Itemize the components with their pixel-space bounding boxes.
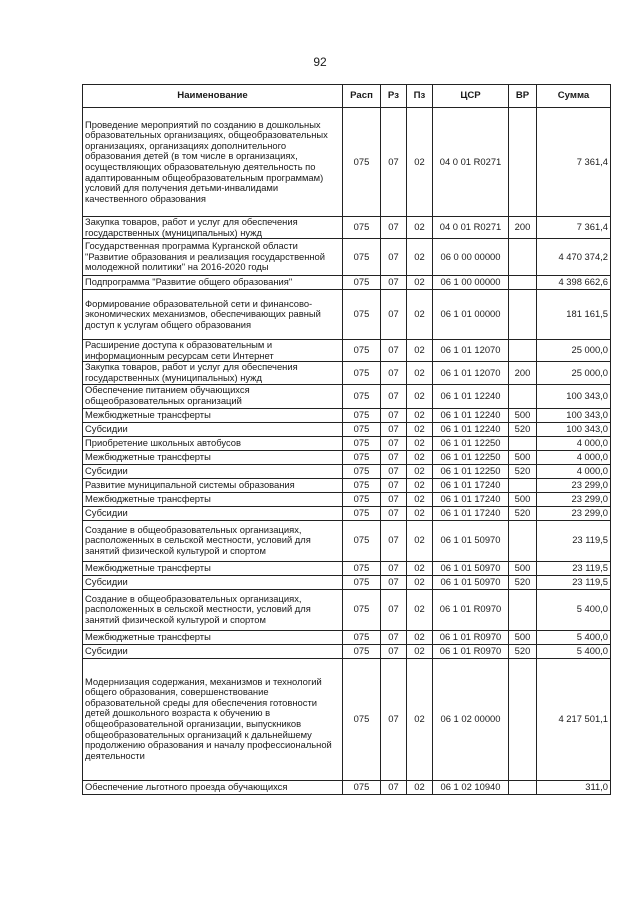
row-rasp: 075 <box>343 658 381 780</box>
row-csr: 04 0 01 R0271 <box>433 108 509 217</box>
row-csr: 06 1 00 00000 <box>433 276 509 290</box>
row-csr: 06 1 01 12070 <box>433 340 509 362</box>
row-sum: 4 000,0 <box>537 464 611 478</box>
row-rasp: 075 <box>343 340 381 362</box>
table-row <box>83 362 611 384</box>
row-sum: 23 299,0 <box>537 492 611 506</box>
row-rasp: 075 <box>343 520 381 561</box>
row-sum: 4 000,0 <box>537 436 611 450</box>
row-name: Модернизация содержания, механизмов и технологий общего образования, совершенствование образовательной среды для обеспечения готовности детей дошкольного возраста к обучению в общеобразовательной организации, выпускников общеобразовательных организаций к дальнейшему продолжению образования и началу профессиональной деятельности <box>83 658 343 780</box>
row-vr: 500 <box>509 450 537 464</box>
row-csr: 06 1 01 12070 <box>433 362 509 384</box>
row-csr: 06 1 02 00000 <box>433 658 509 780</box>
row-vr <box>509 658 537 780</box>
header-pz: Пз <box>407 85 433 108</box>
row-vr: 520 <box>509 506 537 520</box>
row-csr: 06 1 01 12240 <box>433 408 509 422</box>
row-rz: 07 <box>381 217 407 239</box>
row-rz: 07 <box>381 520 407 561</box>
row-sum: 311,0 <box>537 780 611 794</box>
row-csr: 06 1 01 50970 <box>433 520 509 561</box>
row-csr: 06 1 01 R0970 <box>433 630 509 644</box>
row-rz: 07 <box>381 561 407 575</box>
row-rz: 07 <box>381 492 407 506</box>
row-rasp: 075 <box>343 108 381 217</box>
row-name: Приобретение школьных автобусов <box>83 436 343 450</box>
row-pz: 02 <box>407 464 433 478</box>
table-row <box>83 492 611 506</box>
row-rasp: 075 <box>343 217 381 239</box>
row-rasp: 075 <box>343 492 381 506</box>
row-csr: 06 1 01 12240 <box>433 422 509 436</box>
row-vr: 500 <box>509 561 537 575</box>
table-row <box>83 561 611 575</box>
row-rasp: 075 <box>343 561 381 575</box>
row-name: Создание в общеобразовательных организациях, расположенных в сельской местности, условий для занятий физической культурой и спортом <box>83 589 343 630</box>
row-rasp: 075 <box>343 422 381 436</box>
row-sum: 5 400,0 <box>537 644 611 658</box>
row-vr: 520 <box>509 644 537 658</box>
row-name: Субсидии <box>83 644 343 658</box>
row-pz: 02 <box>407 384 433 408</box>
row-sum: 181 161,5 <box>537 290 611 340</box>
row-name: Закупка товаров, работ и услуг для обеспечения государственных (муниципальных) нужд <box>83 217 343 239</box>
table-row <box>83 290 611 340</box>
row-vr <box>509 340 537 362</box>
row-csr: 06 1 01 R0970 <box>433 589 509 630</box>
table-row <box>83 630 611 644</box>
table-row <box>83 658 611 780</box>
row-vr <box>509 239 537 276</box>
row-rz: 07 <box>381 506 407 520</box>
row-rasp: 075 <box>343 276 381 290</box>
row-csr: 06 1 01 R0970 <box>433 644 509 658</box>
row-rasp: 075 <box>343 384 381 408</box>
row-vr <box>509 478 537 492</box>
row-pz: 02 <box>407 408 433 422</box>
row-rz: 07 <box>381 644 407 658</box>
row-csr: 06 1 01 00000 <box>433 290 509 340</box>
row-vr: 520 <box>509 422 537 436</box>
row-sum: 7 361,4 <box>537 108 611 217</box>
row-sum: 23 119,5 <box>537 575 611 589</box>
row-rz: 07 <box>381 276 407 290</box>
row-rz: 07 <box>381 290 407 340</box>
row-rz: 07 <box>381 658 407 780</box>
row-pz: 02 <box>407 520 433 561</box>
row-pz: 02 <box>407 362 433 384</box>
row-pz: 02 <box>407 108 433 217</box>
row-rasp: 075 <box>343 464 381 478</box>
row-pz: 02 <box>407 506 433 520</box>
row-pz: 02 <box>407 276 433 290</box>
row-name: Развитие муниципальной системы образования <box>83 478 343 492</box>
row-name: Государственная программа Курганской области "Развитие образования и реализация государственной молодежной политики" на 2016-2020 годы <box>83 239 343 276</box>
table-row <box>83 276 611 290</box>
row-vr <box>509 384 537 408</box>
row-rasp: 075 <box>343 630 381 644</box>
row-pz: 02 <box>407 492 433 506</box>
table-row <box>83 506 611 520</box>
table-row <box>83 217 611 239</box>
row-sum: 7 361,4 <box>537 217 611 239</box>
row-pz: 02 <box>407 658 433 780</box>
row-rz: 07 <box>381 630 407 644</box>
row-sum: 4 470 374,2 <box>537 239 611 276</box>
row-rasp: 075 <box>343 290 381 340</box>
row-name: Субсидии <box>83 575 343 589</box>
row-csr: 06 1 01 17240 <box>433 492 509 506</box>
row-rasp: 075 <box>343 589 381 630</box>
row-rz: 07 <box>381 575 407 589</box>
table-row <box>83 589 611 630</box>
row-sum: 23 119,5 <box>537 520 611 561</box>
row-sum: 5 400,0 <box>537 589 611 630</box>
row-sum: 4 217 501,1 <box>537 658 611 780</box>
row-rasp: 075 <box>343 644 381 658</box>
row-csr: 06 1 01 50970 <box>433 575 509 589</box>
row-rasp: 075 <box>343 408 381 422</box>
header-sum: Сумма <box>537 85 611 108</box>
row-pz: 02 <box>407 589 433 630</box>
row-rasp: 075 <box>343 575 381 589</box>
row-rz: 07 <box>381 239 407 276</box>
row-name: Создание в общеобразовательных организациях, расположенных в сельской местности, условий для занятий физической культурой и спортом <box>83 520 343 561</box>
row-vr <box>509 108 537 217</box>
table-row <box>83 464 611 478</box>
row-rz: 07 <box>381 478 407 492</box>
row-pz: 02 <box>407 436 433 450</box>
row-rasp: 075 <box>343 506 381 520</box>
header-rz: Рз <box>381 85 407 108</box>
table-row <box>83 450 611 464</box>
row-name: Субсидии <box>83 464 343 478</box>
row-vr: 520 <box>509 464 537 478</box>
row-csr: 06 1 01 17240 <box>433 478 509 492</box>
row-name: Межбюджетные трансферты <box>83 561 343 575</box>
row-name: Закупка товаров, работ и услуг для обеспечения государственных (муниципальных) нужд <box>83 362 343 384</box>
row-vr <box>509 436 537 450</box>
row-rasp: 075 <box>343 362 381 384</box>
row-rz: 07 <box>381 340 407 362</box>
row-vr: 500 <box>509 630 537 644</box>
row-sum: 23 299,0 <box>537 506 611 520</box>
row-csr: 06 1 01 12250 <box>433 436 509 450</box>
row-sum: 4 000,0 <box>537 450 611 464</box>
header-rasp: Расп <box>343 85 381 108</box>
table-row <box>83 340 611 362</box>
row-vr <box>509 290 537 340</box>
row-name: Межбюджетные трансферты <box>83 630 343 644</box>
table-row <box>83 520 611 561</box>
row-pz: 02 <box>407 450 433 464</box>
row-pz: 02 <box>407 422 433 436</box>
row-name: Подпрограмма "Развитие общего образования" <box>83 276 343 290</box>
row-rz: 07 <box>381 408 407 422</box>
row-rz: 07 <box>381 450 407 464</box>
row-rasp: 075 <box>343 239 381 276</box>
row-name: Субсидии <box>83 422 343 436</box>
row-rasp: 075 <box>343 478 381 492</box>
row-name: Межбюджетные трансферты <box>83 408 343 422</box>
table-row <box>83 575 611 589</box>
row-csr: 04 0 01 R0271 <box>433 217 509 239</box>
row-vr: 500 <box>509 408 537 422</box>
row-sum: 100 343,0 <box>537 422 611 436</box>
row-rz: 07 <box>381 422 407 436</box>
row-pz: 02 <box>407 780 433 794</box>
row-csr: 06 1 01 17240 <box>433 506 509 520</box>
row-csr: 06 1 01 50970 <box>433 561 509 575</box>
row-name: Межбюджетные трансферты <box>83 492 343 506</box>
row-csr: 06 1 02 10940 <box>433 780 509 794</box>
row-rz: 07 <box>381 362 407 384</box>
header-name: Наименование <box>83 85 343 108</box>
table-row <box>83 478 611 492</box>
header-vr: ВР <box>509 85 537 108</box>
row-pz: 02 <box>407 561 433 575</box>
row-sum: 25 000,0 <box>537 340 611 362</box>
row-sum: 23 119,5 <box>537 561 611 575</box>
table-row <box>83 780 611 794</box>
table-row <box>83 384 611 408</box>
row-rz: 07 <box>381 464 407 478</box>
row-vr: 200 <box>509 362 537 384</box>
table-row <box>83 239 611 276</box>
row-vr: 500 <box>509 492 537 506</box>
row-rz: 07 <box>381 780 407 794</box>
row-sum: 100 343,0 <box>537 384 611 408</box>
row-rasp: 075 <box>343 780 381 794</box>
row-vr <box>509 520 537 561</box>
row-csr: 06 1 01 12250 <box>433 450 509 464</box>
row-rasp: 075 <box>343 436 381 450</box>
table-row <box>83 422 611 436</box>
header-csr: ЦСР <box>433 85 509 108</box>
row-rz: 07 <box>381 436 407 450</box>
row-pz: 02 <box>407 290 433 340</box>
row-vr: 520 <box>509 575 537 589</box>
row-rz: 07 <box>381 384 407 408</box>
row-name: Проведение мероприятий по созданию в дошкольных образовательных организациях, общеобразовательных организациях, организациях дополнительного образования детей (в том числе в организациях, осуществляющих образовательную деятельность по адаптированным общеобразовательным программам) условий для получения детьми-инвалидами качественного образования <box>83 108 343 217</box>
row-sum: 25 000,0 <box>537 362 611 384</box>
row-vr <box>509 276 537 290</box>
table-row <box>83 108 611 217</box>
row-name: Межбюджетные трансферты <box>83 450 343 464</box>
table-row <box>83 408 611 422</box>
row-name: Обеспечение питанием обучающихся общеобразовательных организаций <box>83 384 343 408</box>
row-vr: 200 <box>509 217 537 239</box>
row-csr: 06 1 01 12250 <box>433 464 509 478</box>
table-row <box>83 644 611 658</box>
row-sum: 4 398 662,6 <box>537 276 611 290</box>
row-rz: 07 <box>381 108 407 217</box>
row-name: Формирование образовательной сети и финансово-экономических механизмов, обеспечивающих равный доступ к услугам общего образования <box>83 290 343 340</box>
table-header-row <box>83 85 611 108</box>
budget-table <box>82 84 611 795</box>
row-csr: 06 0 00 00000 <box>433 239 509 276</box>
row-name: Субсидии <box>83 506 343 520</box>
row-csr: 06 1 01 12240 <box>433 384 509 408</box>
row-sum: 5 400,0 <box>537 630 611 644</box>
row-pz: 02 <box>407 217 433 239</box>
row-vr <box>509 589 537 630</box>
page-number: 92 <box>313 55 327 69</box>
row-name: Обеспечение льготного проезда обучающихся <box>83 780 343 794</box>
row-pz: 02 <box>407 575 433 589</box>
row-pz: 02 <box>407 630 433 644</box>
row-vr <box>509 780 537 794</box>
row-sum: 100 343,0 <box>537 408 611 422</box>
row-pz: 02 <box>407 478 433 492</box>
row-rz: 07 <box>381 589 407 630</box>
row-pz: 02 <box>407 644 433 658</box>
row-name: Расширение доступа к образовательным и информационным ресурсам сети Интернет <box>83 340 343 362</box>
row-sum: 23 299,0 <box>537 478 611 492</box>
row-pz: 02 <box>407 340 433 362</box>
table-row <box>83 436 611 450</box>
row-pz: 02 <box>407 239 433 276</box>
row-rasp: 075 <box>343 450 381 464</box>
